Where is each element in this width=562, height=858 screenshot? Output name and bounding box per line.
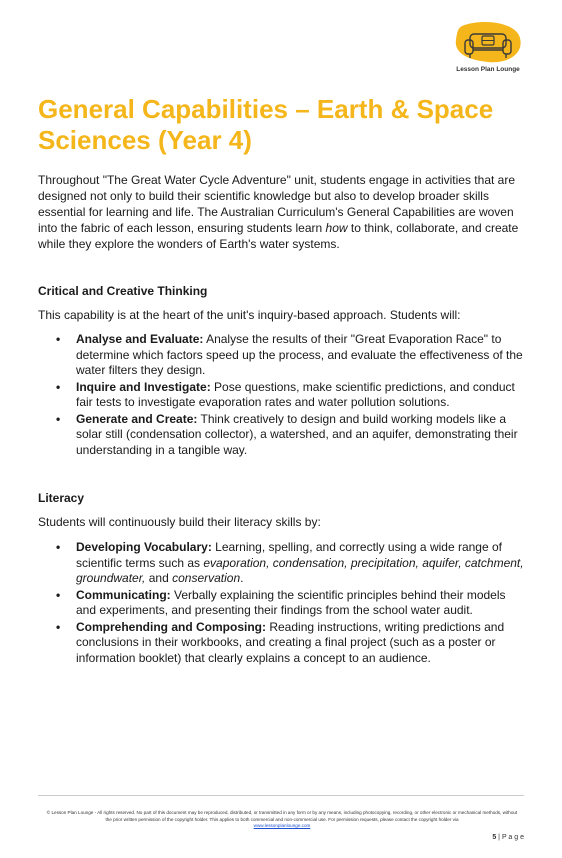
footer-copyright-text: © Lesson Plan Lounge - All rights reserved. No part of this document may be reproduced, distributed, or transmitted in any form or by any means, including photocopying, recording, or other electronic or mechanical methods, without the prior written permission of the copyright holder. This applies to both commercial and non-commercial use. For permission requests, please contact the copyright holder via (46, 810, 518, 822)
page-number-value: 5 (492, 834, 497, 841)
list-item-emphasis: evaporation, condensation, precipitation, aquifer, catchment, groundwater, (76, 555, 524, 585)
list-item-text: Think creatively to design and build working models like a solar still (condensation collector), a watershed, and an aquifer, demonstrating their understanding in a tangible way. (76, 411, 518, 457)
page-number (492, 834, 524, 841)
footer-copyright (44, 810, 520, 830)
footer-divider (38, 795, 524, 796)
list-item-term: Communicating: (76, 587, 171, 602)
list-item-text: Reading instructions, writing predictions and conclusions in their workbooks, and creating a final project (such as a poster or information booklet) that clearly explains a concept to an audience. (76, 619, 505, 665)
intro-text-1: Throughout "The Great Water Cycle Adventure" unit, students engage in activities that are designed not only to build their scientific knowledge but also to develop broader skills essential for learning and life. The Australian Curriculum's General Capabilities are woven into the fabric of each lesson, ensuring students learn (38, 173, 515, 235)
section-heading-critical-thinking: Critical and Creative Thinking (38, 284, 208, 298)
list-item-term: Inquire and Investigate: (76, 379, 211, 394)
list-item (38, 540, 524, 587)
list-item-text: . (240, 571, 244, 585)
list-item (38, 620, 524, 667)
footer-website-link[interactable]: www.lessonplanlounge.com (253, 823, 311, 828)
logo-text: Lesson Plan Lounge (456, 66, 520, 73)
page-number-label: | P a g e (496, 834, 524, 841)
list-item-term: Developing Vocabulary: (76, 540, 212, 554)
list-item-text: and (145, 571, 173, 585)
list-item (38, 588, 524, 619)
intro-emphasis: how (325, 221, 348, 235)
page-title: General Capabilities – Earth & Space Sciences (Year 4) (38, 94, 494, 155)
sofa-logo-icon (452, 22, 524, 66)
intro-text-2: to think, collaborate, and create while they explore the wonders of Earth's water systems. (38, 221, 519, 251)
critical-thinking-list (38, 332, 524, 459)
list-item-emphasis: conservation (172, 571, 241, 585)
list-item (38, 412, 524, 459)
list-item-text: Pose questions, make scientific predictions, and conduct fair tests to investigate evaporation rates and water pollution solutions. (76, 379, 515, 409)
list-item (38, 380, 524, 411)
intro-paragraph (38, 172, 524, 252)
list-item-text: Verbally explaining the scientific principles behind their models and experiments, and presenting their findings from the school water audit. (76, 587, 506, 617)
list-item-text: Learning, spelling, and correctly using a wide range of scientific terms such as (76, 540, 502, 570)
list-item-term: Comprehending and Composing: (76, 619, 266, 634)
list-item-text: Analyse the results of their "Great Evaporation Race" to determine which factors speed up the process, and evaluate the effectiveness of the water filters they design. (76, 332, 523, 377)
lesson-plan-lounge-logo (452, 22, 524, 78)
literacy-lead: Students will continuously build their literacy skills by: (38, 515, 321, 529)
literacy-list (38, 540, 524, 667)
section-heading-literacy: Literacy (38, 491, 85, 505)
list-item-term: Generate and Create: (76, 411, 198, 426)
list-item-term: Analyse and Evaluate: (76, 332, 204, 346)
critical-thinking-lead: This capability is at the heart of the unit's inquiry-based approach. Students will: (38, 308, 461, 322)
list-item (38, 332, 524, 379)
